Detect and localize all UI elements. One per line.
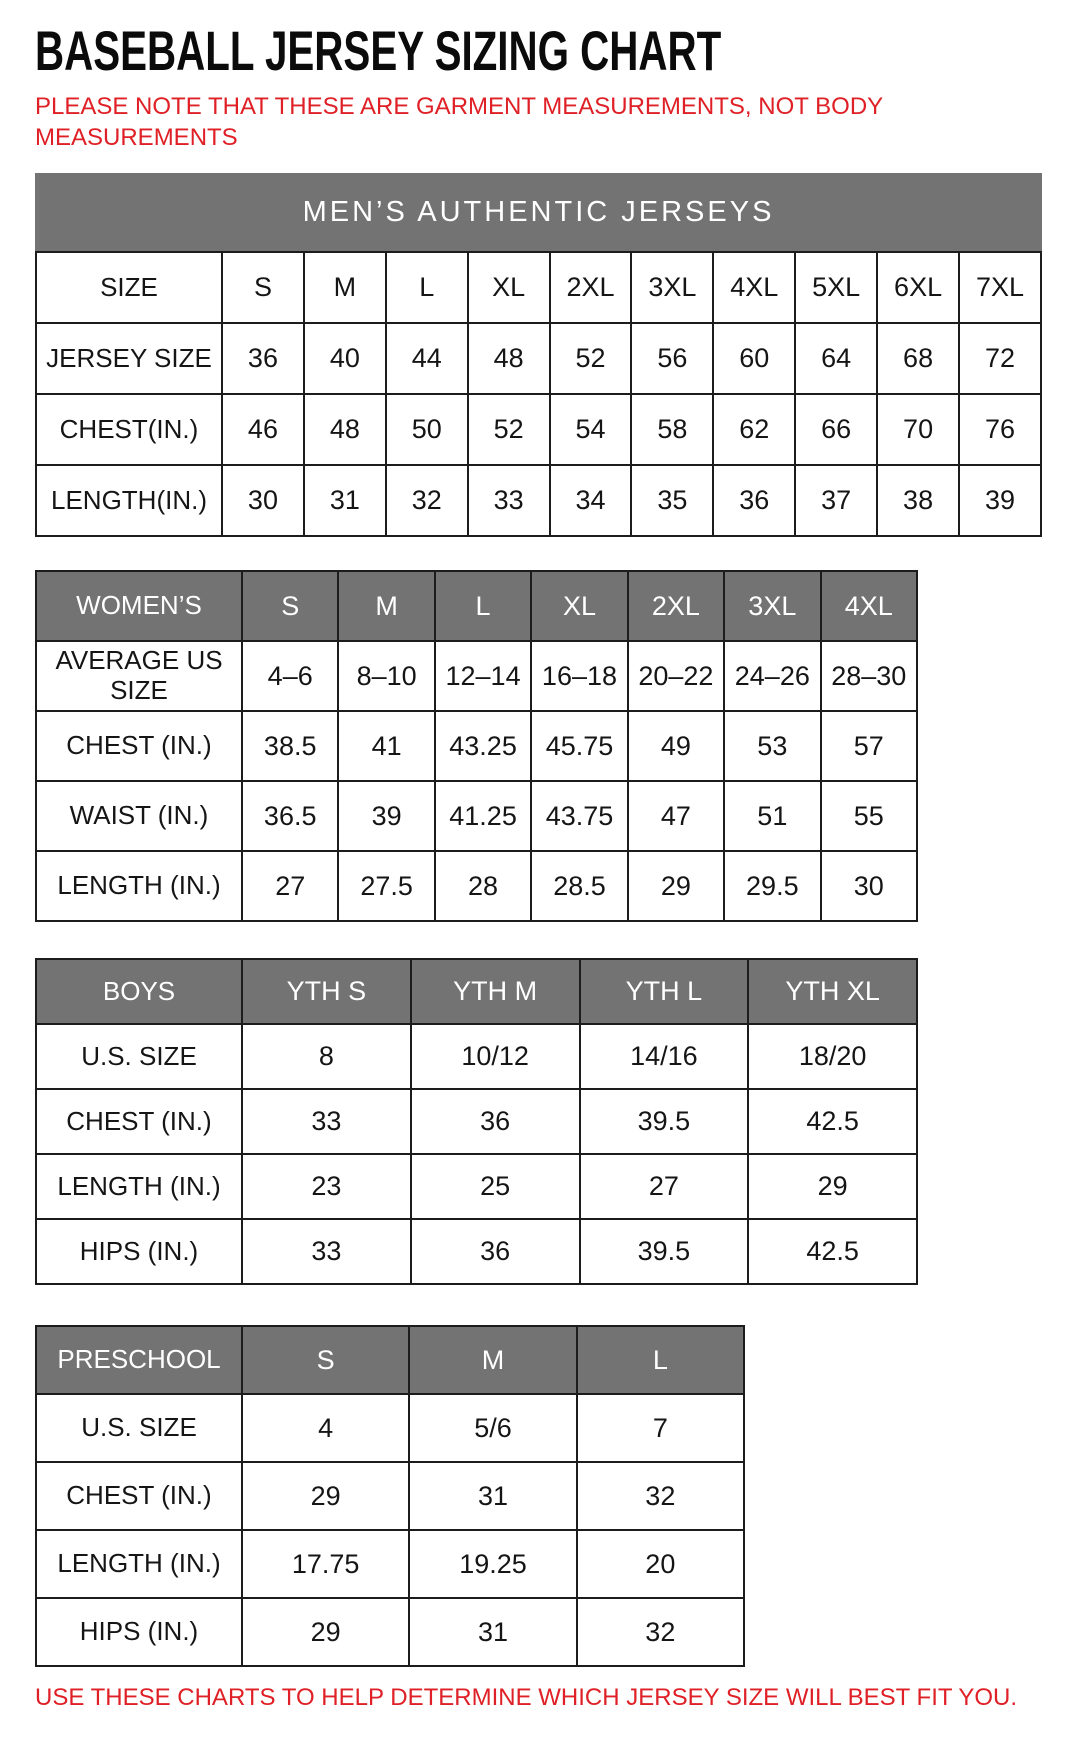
value-cell: 4 [242, 1394, 409, 1462]
value-cell: 31 [409, 1462, 576, 1530]
value-cell: 48 [304, 394, 386, 465]
row-label-cell: LENGTH (IN.) [36, 1530, 242, 1598]
value-cell: S [222, 252, 304, 323]
value-cell: 2XL [550, 252, 632, 323]
value-cell: L [386, 252, 468, 323]
value-cell: 36 [222, 323, 304, 394]
value-cell: 70 [877, 394, 959, 465]
boys-header-row [36, 959, 917, 1024]
value-cell: 52 [550, 323, 632, 394]
page-title: BASEBALL JERSEY SIZING CHART [35, 19, 722, 82]
value-cell: 3XL [724, 571, 820, 641]
value-cell: YTH L [580, 959, 749, 1024]
value-cell: 5/6 [409, 1394, 576, 1462]
womens-table-row [36, 641, 917, 711]
value-cell: 57 [821, 711, 917, 781]
value-cell: 44 [386, 323, 468, 394]
value-cell: 45.75 [531, 711, 627, 781]
value-cell: L [577, 1326, 744, 1394]
value-cell: 36 [713, 465, 795, 536]
value-cell: 33 [242, 1089, 411, 1154]
value-cell: 25 [411, 1154, 580, 1219]
mens-table-row [36, 465, 1041, 536]
value-cell: 33 [242, 1219, 411, 1284]
value-cell: 41 [338, 711, 434, 781]
value-cell: 4–6 [242, 641, 338, 711]
preschool-table-row [36, 1530, 744, 1598]
value-cell: 32 [577, 1462, 744, 1530]
boys-table-row [36, 1154, 917, 1219]
value-cell: 55 [821, 781, 917, 851]
value-cell: 4XL [713, 252, 795, 323]
preschool-header-row [36, 1326, 744, 1394]
value-cell: 24–26 [724, 641, 820, 711]
value-cell: 43.75 [531, 781, 627, 851]
value-cell: 38 [877, 465, 959, 536]
value-cell: 28–30 [821, 641, 917, 711]
womens-table-row [36, 711, 917, 781]
value-cell: 42.5 [748, 1219, 917, 1284]
value-cell: 49 [628, 711, 724, 781]
row-label-cell: LENGTH (IN.) [36, 851, 242, 921]
value-cell: 56 [631, 323, 713, 394]
value-cell: 39.5 [580, 1089, 749, 1154]
value-cell: 7XL [959, 252, 1041, 323]
row-label-cell: LENGTH (IN.) [36, 1154, 242, 1219]
value-cell: 10/12 [411, 1024, 580, 1089]
mens-authentic-jerseys-banner: MEN’S AUTHENTIC JERSEYS [35, 173, 1042, 251]
row-label-cell: CHEST(IN.) [36, 394, 222, 465]
womens-table-row [36, 851, 917, 921]
value-cell: 41.25 [435, 781, 531, 851]
row-label-cell: U.S. SIZE [36, 1024, 242, 1089]
value-cell: 58 [631, 394, 713, 465]
value-cell: 54 [550, 394, 632, 465]
value-cell: 50 [386, 394, 468, 465]
boys-table-row [36, 1219, 917, 1284]
row-label-cell: SIZE [36, 252, 222, 323]
garment-measurement-note: PLEASE NOTE THAT THESE ARE GARMENT MEASUREMENTS, NOT BODY MEASUREMENTS [35, 92, 883, 151]
value-cell: 2XL [628, 571, 724, 641]
row-label-cell: HIPS (IN.) [36, 1219, 242, 1284]
value-cell: 43.25 [435, 711, 531, 781]
value-cell: 35 [631, 465, 713, 536]
value-cell: L [435, 571, 531, 641]
preschool-sizing-table [35, 1325, 745, 1667]
value-cell: 76 [959, 394, 1041, 465]
row-label-cell: LENGTH(IN.) [36, 465, 222, 536]
value-cell: 31 [304, 465, 386, 536]
value-cell: 18/20 [748, 1024, 917, 1089]
womens-sizing-table [35, 570, 918, 922]
value-cell: 37 [795, 465, 877, 536]
row-label-cell: HIPS (IN.) [36, 1598, 242, 1666]
mens-sizing-table [35, 251, 1042, 537]
row-label-cell: CHEST (IN.) [36, 1462, 242, 1530]
value-cell: 5XL [795, 252, 877, 323]
mens-table-row [36, 323, 1041, 394]
value-cell: M [338, 571, 434, 641]
mens-table-row [36, 394, 1041, 465]
row-label-cell: WOMEN’S [36, 571, 242, 641]
row-label-cell: PRESCHOOL [36, 1326, 242, 1394]
value-cell: S [242, 1326, 409, 1394]
value-cell: 27 [242, 851, 338, 921]
value-cell: 31 [409, 1598, 576, 1666]
value-cell: 39 [338, 781, 434, 851]
value-cell: 36.5 [242, 781, 338, 851]
row-label-cell: CHEST (IN.) [36, 711, 242, 781]
womens-table-row [36, 781, 917, 851]
value-cell: 20 [577, 1530, 744, 1598]
value-cell: 23 [242, 1154, 411, 1219]
value-cell: 12–14 [435, 641, 531, 711]
value-cell: 29.5 [724, 851, 820, 921]
value-cell: 51 [724, 781, 820, 851]
value-cell: 27.5 [338, 851, 434, 921]
value-cell: 39 [959, 465, 1041, 536]
value-cell: 17.75 [242, 1530, 409, 1598]
value-cell: 39.5 [580, 1219, 749, 1284]
value-cell: 6XL [877, 252, 959, 323]
value-cell: 30 [222, 465, 304, 536]
boys-table-row [36, 1024, 917, 1089]
row-label-cell: JERSEY SIZE [36, 323, 222, 394]
value-cell: 42.5 [748, 1089, 917, 1154]
value-cell: XL [531, 571, 627, 641]
value-cell: 7 [577, 1394, 744, 1462]
value-cell: 19.25 [409, 1530, 576, 1598]
preschool-table-row [36, 1598, 744, 1666]
value-cell: YTH S [242, 959, 411, 1024]
value-cell: 3XL [631, 252, 713, 323]
value-cell: 47 [628, 781, 724, 851]
footer-note: USE THESE CHARTS TO HELP DETERMINE WHICH JERSEY SIZE WILL BEST FIT YOU. [35, 1684, 1018, 1712]
value-cell: YTH M [411, 959, 580, 1024]
mens-header-row [36, 252, 1041, 323]
value-cell: 4XL [821, 571, 917, 641]
value-cell: 20–22 [628, 641, 724, 711]
value-cell: 36 [411, 1219, 580, 1284]
value-cell: 33 [468, 465, 550, 536]
row-label-cell: AVERAGE US SIZE [36, 641, 242, 711]
value-cell: S [242, 571, 338, 641]
value-cell: 28 [435, 851, 531, 921]
value-cell: 28.5 [531, 851, 627, 921]
value-cell: 52 [468, 394, 550, 465]
boys-table-row [36, 1089, 917, 1154]
value-cell: 29 [628, 851, 724, 921]
value-cell: 68 [877, 323, 959, 394]
value-cell: 29 [748, 1154, 917, 1219]
value-cell: 40 [304, 323, 386, 394]
value-cell: 14/16 [580, 1024, 749, 1089]
value-cell: 30 [821, 851, 917, 921]
value-cell: 53 [724, 711, 820, 781]
value-cell: 32 [386, 465, 468, 536]
row-label-cell: BOYS [36, 959, 242, 1024]
value-cell: XL [468, 252, 550, 323]
value-cell: 16–18 [531, 641, 627, 711]
row-label-cell: WAIST (IN.) [36, 781, 242, 851]
value-cell: 29 [242, 1598, 409, 1666]
value-cell: 36 [411, 1089, 580, 1154]
value-cell: YTH XL [748, 959, 917, 1024]
value-cell: M [409, 1326, 576, 1394]
value-cell: 64 [795, 323, 877, 394]
value-cell: 38.5 [242, 711, 338, 781]
value-cell: 8–10 [338, 641, 434, 711]
value-cell: 46 [222, 394, 304, 465]
value-cell: 48 [468, 323, 550, 394]
row-label-cell: CHEST (IN.) [36, 1089, 242, 1154]
value-cell: 62 [713, 394, 795, 465]
value-cell: 66 [795, 394, 877, 465]
value-cell: 60 [713, 323, 795, 394]
row-label-cell: U.S. SIZE [36, 1394, 242, 1462]
preschool-table-row [36, 1394, 744, 1462]
value-cell: 27 [580, 1154, 749, 1219]
boys-sizing-table [35, 958, 918, 1285]
value-cell: 34 [550, 465, 632, 536]
value-cell: 8 [242, 1024, 411, 1089]
value-cell: 29 [242, 1462, 409, 1530]
womens-header-row [36, 571, 917, 641]
value-cell: M [304, 252, 386, 323]
value-cell: 72 [959, 323, 1041, 394]
value-cell: 32 [577, 1598, 744, 1666]
preschool-table-row [36, 1462, 744, 1530]
